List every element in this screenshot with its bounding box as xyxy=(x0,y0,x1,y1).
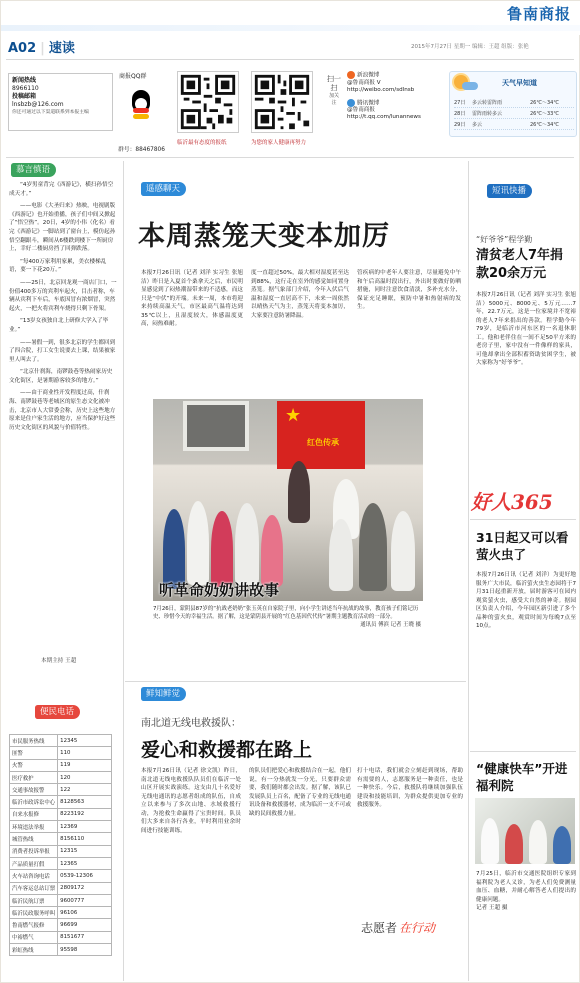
second-story-col2: 的队员们把爱心和救援结合在一起，他们说，有一分热就发一分光，只要群众需要，我们随时都会出发。据了解，该队已发展队员上百名，配备了专业的无线电通讯设备和救援器材，成为临沂一支不可或缺的民间救援力量。 xyxy=(249,768,351,817)
weather-text: 雷阵雨转多云 xyxy=(472,111,503,117)
service-phone: 96699 xyxy=(58,919,112,931)
weather-box xyxy=(449,71,577,137)
second-story-subhead: 南北道无线电救援队： xyxy=(141,718,241,729)
right-mid-text: 本报7月26日讯（记者 刘洋）为更好地服务广大市民，临沂萤火虫生态园将于7月31日起重新开放，届时游客可在园内观赏萤火虫，感受大自然的神奇。据园区负责人介绍，今年园区新引进了多个品种的萤火虫，观赏时间为每晚7点至10点。 xyxy=(476,572,576,629)
middle-divider xyxy=(125,681,466,682)
left-paragraph: ——电影《大圣归来》热映，电视剧版《西游记》也开始重播，孩子们中间又掀起了“悟空热”。20日，4岁的小伟（化名）看完《西游记》一脚站到了窗台上，模仿起孙悟空翻跟斗，瞬间从6楼跌到楼下一所厨房上，幸好二楼厨房挡了回弹跌落。 xyxy=(9,203,116,253)
section-divider: | xyxy=(40,41,45,56)
email-label: 投稿邮箱 xyxy=(12,93,37,100)
service-name: 火警 xyxy=(10,759,58,771)
table-row xyxy=(10,894,112,906)
qq-label: 商报QQ群 xyxy=(119,73,147,80)
weather-row xyxy=(454,99,574,108)
qq-penguin-icon xyxy=(129,88,153,120)
right-bottom-caption-text: 7月25日，临沂市交通医院组织专家到福利院为老人义诊，为老人们免费测量血压、血糖，并耐心解答老人们提出的健康问题。 xyxy=(476,871,576,903)
sina-weibo-label: 新浪微博 xyxy=(357,72,380,79)
star-icon: ★ xyxy=(285,405,302,426)
weather-day: 27日 xyxy=(454,100,466,106)
photo-window xyxy=(183,401,249,451)
right-column-divider xyxy=(468,161,469,981)
right-bottom-credit: 记者 王超 摄 xyxy=(476,905,508,911)
table-row xyxy=(10,808,112,820)
service-phone: 9600777 xyxy=(58,894,112,906)
red-flag xyxy=(277,401,365,469)
left-paragraph: ——25日，北京回龙观一商店门口，一份值400多万的宾利车起火，目击者称，车辆从宾利下车后，车底因冒有浓烟冒，突然起火，一把火将宾利车烧得只剩下骨架。 xyxy=(9,279,117,312)
service-phone: 12345 xyxy=(58,735,112,747)
service-name: 产品质量打假 xyxy=(10,857,58,869)
weather-temp: 26℃～34℃ xyxy=(530,122,559,128)
service-name: 城管热线 xyxy=(10,833,58,845)
service-phone: 12369 xyxy=(58,821,112,833)
service-name: 彩虹热线 xyxy=(10,944,58,956)
news-hotline-label: 新闻热线 xyxy=(12,77,37,84)
qq-group-number: 群号：88467806 xyxy=(118,147,165,153)
photo-credit: 通讯员 傅滨 记者 王晓 摄 xyxy=(360,622,421,628)
section-header xyxy=(8,37,75,56)
issue-weekday: 星期一 xyxy=(453,44,471,50)
volunteer-text: 志愿者 xyxy=(361,921,398,935)
wechat-health-qr-code[interactable] xyxy=(251,71,313,133)
grandma-figure xyxy=(288,461,310,523)
upper-divider xyxy=(6,157,574,158)
photo-caption: 听革命奶奶讲故事 xyxy=(159,581,280,599)
right-bottom-headline: “健康快车”开进福利院 xyxy=(476,761,568,793)
child-figure xyxy=(163,509,185,589)
wechat-health-caption: 为您的家人健康再努力 xyxy=(251,140,307,146)
second-story-headline: 爱心和救援都在路上 xyxy=(141,739,313,761)
photo-description-text: 7月26日，蒙阴县87岁的“抗战老奶奶”张玉英在自家院子里，向小学生讲述当年抗战的故事，教育孩子们铭记历史、珍惜今天的幸福生活。据了解，这是蒙阴县开展的“红色基因代代传”暑期主题教育活动的一部分。 xyxy=(153,606,419,620)
qq-group-box xyxy=(119,71,167,139)
service-name: 临沂民政服务呼叫 xyxy=(10,907,58,919)
table-row xyxy=(10,796,112,808)
issue-editor: 编辑：王超 xyxy=(472,44,500,50)
table-row xyxy=(10,931,112,943)
second-story-col3: 打十电话，我们就会立刻赶到现场，帮助有需要的人，志愿服务是一种责任，也是一种快乐。今后，救援队将继续加强队伍建设和技能培训，为群众提供更加专业的救援服务。 xyxy=(357,768,463,808)
service-phone: 119 xyxy=(58,759,112,771)
newspaper-brand: 鲁南商报 xyxy=(506,5,571,23)
tencent-weibo-url[interactable]: http://t.qq.com/lunannews xyxy=(347,114,421,120)
doctor-figure xyxy=(529,820,547,864)
service-phone: 96106 xyxy=(58,907,112,919)
left-paragraph: “4岁男童背完《西游记》，横扫孙悟空成天才。” xyxy=(9,182,114,197)
issue-date: 2015年7月27日 xyxy=(411,44,452,50)
right-bottom-caption xyxy=(476,870,576,966)
child-figure xyxy=(235,503,259,585)
right-top-kicker: “好爷爷”程学勤 xyxy=(476,235,533,244)
child-figure xyxy=(391,511,415,591)
hotline-box xyxy=(8,73,113,131)
wechat-news-caption: 临沂最有态度的报纸 xyxy=(177,140,227,146)
scan-sub: 加关注 xyxy=(328,93,339,106)
patient-figure xyxy=(553,826,571,864)
news-photo xyxy=(153,399,423,601)
weather-row xyxy=(454,110,574,119)
weather-temp: 26℃～34℃ xyxy=(530,100,559,106)
service-phone: 122 xyxy=(58,784,112,796)
service-phone: 8223192 xyxy=(58,808,112,820)
left-paragraph: ——由于商业性开发程度过高，什刹海、南锣鼓巷等老城区的原生态文化被冲击，北京市人大常委会称，历史上这些地方原来是住户家生活的地方，应当保护好这些历史文化街区的风貌与价值特性。 xyxy=(9,390,116,431)
right-divider-1 xyxy=(470,519,576,520)
masthead xyxy=(1,1,580,35)
weather-day: 28日 xyxy=(454,111,466,117)
service-phone: 0539-12306 xyxy=(58,870,112,882)
weather-text: 多云 xyxy=(472,122,483,128)
left-column xyxy=(9,181,117,711)
main-story-col2: 度一直超过50%，最大相对湿度甚至达到88%，这行走在室外的感觉如同置身蒸笼。据气象部门介绍，今年入伏后气温和湿度一直居高不下，未来一周依然以晴热天气为主，蒸笼天将变本加厉，大家要注意防暑降温。 xyxy=(251,270,349,319)
table-row xyxy=(10,833,112,845)
service-phone: 2809172 xyxy=(58,882,112,894)
flag-text: 红色传承 xyxy=(307,438,339,447)
left-paragraph: “每400万家利用家累，美衣楼梯乱语，要一下花20万。” xyxy=(9,258,107,274)
weather-text: 多云转雷阵雨 xyxy=(472,100,503,106)
masthead-bar xyxy=(1,25,580,31)
weibo-box xyxy=(347,71,447,121)
service-name: 鲁南燃气报修 xyxy=(10,919,58,931)
volunteer-logo xyxy=(361,919,435,936)
child-figure xyxy=(261,515,283,587)
main-headline: 本周蒸笼天变本加厉 xyxy=(138,221,390,252)
child-figure xyxy=(187,501,209,585)
service-phone: 12315 xyxy=(58,845,112,857)
service-phone: 120 xyxy=(58,771,112,783)
table-row xyxy=(10,944,112,956)
service-name: 交通事故报警 xyxy=(10,784,58,796)
left-paragraph: “13岁女孩独自北上研修大学入了毕业。” xyxy=(9,318,109,333)
right-divider-2 xyxy=(470,751,576,752)
right-top-headline: 清贫老人7年捐款20余万元 xyxy=(476,248,564,281)
sina-weibo-url[interactable]: http://weibo.com/sdlnsb xyxy=(347,86,415,93)
scan-prompt xyxy=(327,75,341,107)
clinic-photo xyxy=(475,798,575,864)
volunteer-italic: 在行动 xyxy=(399,921,436,935)
service-name: 临沂民航订票 xyxy=(10,894,58,906)
table-row xyxy=(10,784,112,796)
child-figure xyxy=(211,511,233,587)
badge-left-column: 慕言慎语 xyxy=(11,163,56,177)
doctor-figure xyxy=(481,818,499,864)
table-row xyxy=(10,771,112,783)
child-figure xyxy=(329,519,353,591)
good-person-365-logo: 好人365 xyxy=(471,490,553,514)
table-row xyxy=(10,759,112,771)
table-row xyxy=(10,747,112,759)
service-name: 医疗救护 xyxy=(10,771,58,783)
news-hotline-phone: 8966110 xyxy=(12,85,39,92)
table-row xyxy=(10,870,112,882)
tencent-weibo-icon xyxy=(347,99,355,107)
service-name: 中裕燃气 xyxy=(10,931,58,943)
service-phone: 8128563 xyxy=(58,796,112,808)
table-row xyxy=(10,907,112,919)
left-paragraph: “北京什刹海，南锣鼓巷等热闹家历史文化街区，是暑期游客较多的地方。” xyxy=(9,369,113,384)
service-name: 消费者投诉举报 xyxy=(10,845,58,857)
weather-temp: 26℃～33℃ xyxy=(530,111,559,117)
service-name: 匪警 xyxy=(10,747,58,759)
badge-services: 便民电话 xyxy=(35,705,80,719)
hotline-note: 你还可通过以下渠道联系到本报主编 xyxy=(12,110,89,115)
main-story-col3: 管疾病的中老年人要注意，尽量避免中午和午后高温时段出行，外出时要做好防晒措施，同时注意饮食清淡，多补充水分，保证充足睡眠，预防中暑和热射病的发生。 xyxy=(357,270,461,310)
sina-weibo-icon xyxy=(347,71,355,79)
service-name: 火车站咨询电话 xyxy=(10,870,58,882)
patient-figure xyxy=(505,824,523,864)
email-address[interactable]: lnsbzb@126.com xyxy=(12,101,64,108)
service-name: 汽车客运总站订票 xyxy=(10,882,58,894)
second-story-col1: 本报7月26日讯（记者 徐文凯）昨日，南北道无线电救援队队员们在临沂一处山区开展实战演练。这支由几十名爱好无线电通讯的志愿者组成的队伍，自成立以来参与了多次山地、水域救援行动，为抢救生命赢得了宝贵时间。队员们大多来自各行各业，平时利用业余时间进行技能训练。 xyxy=(141,768,241,834)
tencent-weibo-handle: @鲁南商报 xyxy=(347,107,375,113)
sina-weibo-handle: @鲁南商报 V xyxy=(347,79,381,86)
weather-title: 天气早知道 xyxy=(502,79,537,87)
badge-main-story: 遥感聊天 xyxy=(141,182,186,196)
child-figure xyxy=(359,503,387,591)
weather-row xyxy=(454,121,574,130)
service-phone: 12365 xyxy=(58,857,112,869)
service-phone: 8156110 xyxy=(58,833,112,845)
table-row xyxy=(10,882,112,894)
table-row xyxy=(10,735,112,747)
service-phone: 8151677 xyxy=(58,931,112,943)
left-paragraph: ——暑假一到，很多北京的学生都回到了四合院，打工女生说要去上课，结果被家里人叫去了。 xyxy=(9,339,116,363)
service-phone: 110 xyxy=(58,747,112,759)
header-rule xyxy=(6,59,574,60)
service-phone-table xyxy=(9,734,112,956)
service-name: 临沂市政诉讼中心 xyxy=(10,796,58,808)
table-row xyxy=(10,919,112,931)
section-name: 速读 xyxy=(48,41,75,56)
tencent-weibo-label: 腾讯微博 xyxy=(357,100,380,106)
main-story-col1: 本报7月26日讯（记者 刘洋 实习生 张旭洁）昨日是入夏首个桑拿天之后，市民明显感觉到了闷热潮湿带来的不适感，而这只是“中伏”的开端。未来一周，本市将迎来持续高温天气，市区最高气温将达到35℃以上，且湿度较大，体感温度更高，闷热难耐。 xyxy=(141,270,243,327)
wechat-news-qr-code[interactable] xyxy=(177,71,239,133)
service-name: 市民服务热线 xyxy=(10,735,58,747)
issue-designer: 组版：张艳 xyxy=(501,44,529,50)
scan-label: 扫一扫 xyxy=(327,75,341,92)
left-column-author: 本期主持 王超 xyxy=(41,658,77,664)
service-phone: 95598 xyxy=(58,944,112,956)
badge-right-column: 短讯快播 xyxy=(487,184,532,198)
weather-day: 29日 xyxy=(454,122,466,128)
issue-meta xyxy=(411,42,529,50)
right-mid-headline: 31日起又可以看萤火虫了 xyxy=(476,530,569,562)
table-row xyxy=(10,845,112,857)
badge-second-story: 鲜知鲜觉 xyxy=(141,687,186,701)
cloud-icon xyxy=(462,82,478,90)
service-name: 自来水报修 xyxy=(10,808,58,820)
table-row xyxy=(10,821,112,833)
page-number: A02 xyxy=(8,41,37,56)
service-name: 环境违法举报 xyxy=(10,821,58,833)
table-row xyxy=(10,857,112,869)
photo-description xyxy=(153,605,421,629)
left-column-divider xyxy=(123,161,124,981)
right-top-text: 本报7月26日讯（记者 刘洋 实习生 张旭洁）5000元、8000元、5万元……7年，22.7万元，这是一位家境并不宽裕的老人7年来捐出的善款。程学勤今年79岁，是临沂市河东区的一名退休职工。他和老伴住在一间不足50平方米的老房子里，家中没有一件像样的家具，可他却拿出全部积蓄资助贫困学生，被大家称为“好爷爷”。 xyxy=(476,292,576,366)
